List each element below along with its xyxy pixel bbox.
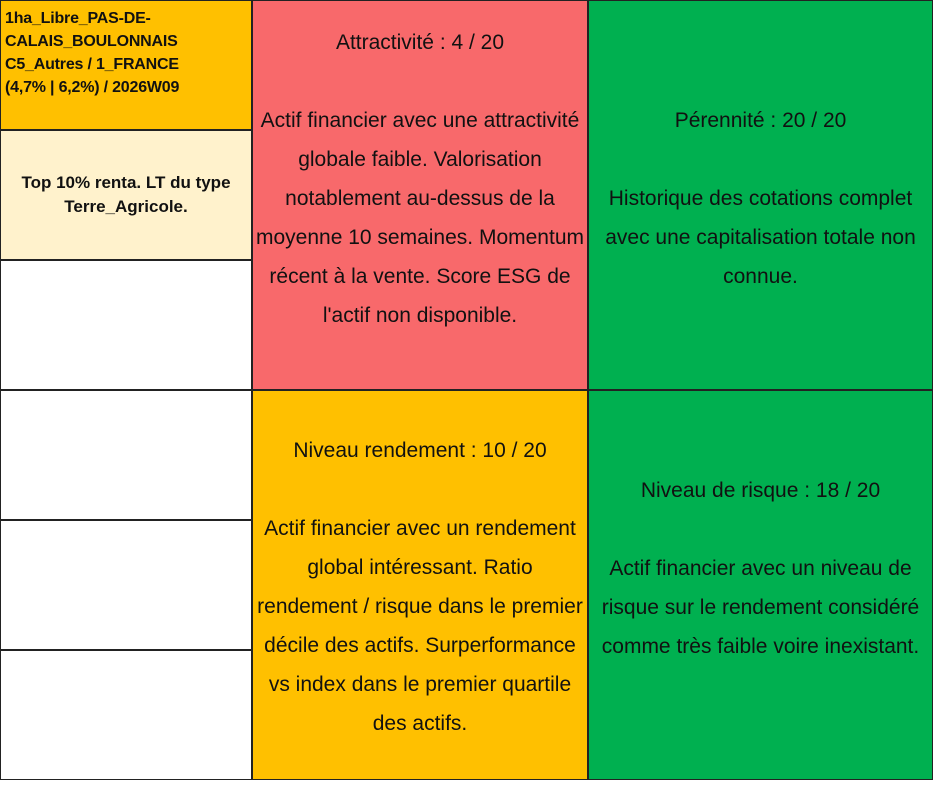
empty-cell (0, 520, 252, 650)
empty-cell (0, 390, 252, 520)
asset-header (0, 0, 252, 130)
empty-cell (0, 650, 252, 780)
attractivite-card (252, 0, 588, 390)
asset-line-2: CALAIS_BOULONNAIS (5, 33, 178, 50)
attractivite-title: Attractivité : 4 / 20 (335, 31, 505, 54)
rendement-title: Niveau rendement : 10 / 20 (293, 439, 547, 462)
perennite-description: Historique des cotations complet avec une capitalisation totale non connue. (605, 187, 916, 288)
asset-line-3: C5_Autres / 1_FRANCE (5, 56, 179, 73)
risque-title: Niveau de risque : 18 / 20 (640, 479, 881, 502)
asset-line-1: 1ha_Libre_PAS-DE- (5, 10, 151, 27)
asset-line-4: (4,7% | 6,2%) / 2026W09 (5, 79, 180, 96)
risque-description: Actif financier avec un niveau de risque sur le rendement considéré comme très faible voire inexistant. (601, 557, 920, 658)
perennite-title: Pérennité : 20 / 20 (674, 109, 847, 132)
rendement-card (252, 390, 588, 780)
top-rank-label (0, 130, 252, 260)
empty-cell (0, 260, 252, 390)
rendement-description: Actif financier avec un rendement global intéressant. Ratio rendement / risque dans le premier décile des actifs. Surperformance vs index dans le premier quartile des actifs. (257, 517, 583, 735)
top-rank-text: Top 10% renta. LT du type Terre_Agricole. (21, 173, 231, 216)
perennite-card (588, 0, 933, 390)
attractivite-description: Actif financier avec une attractivité globale faible. Valorisation notablement au-dessus de la moyenne 10 semaines. Momentum récent à la vente. Score ESG de l'actif non disponible. (256, 109, 584, 327)
risque-card (588, 390, 933, 780)
